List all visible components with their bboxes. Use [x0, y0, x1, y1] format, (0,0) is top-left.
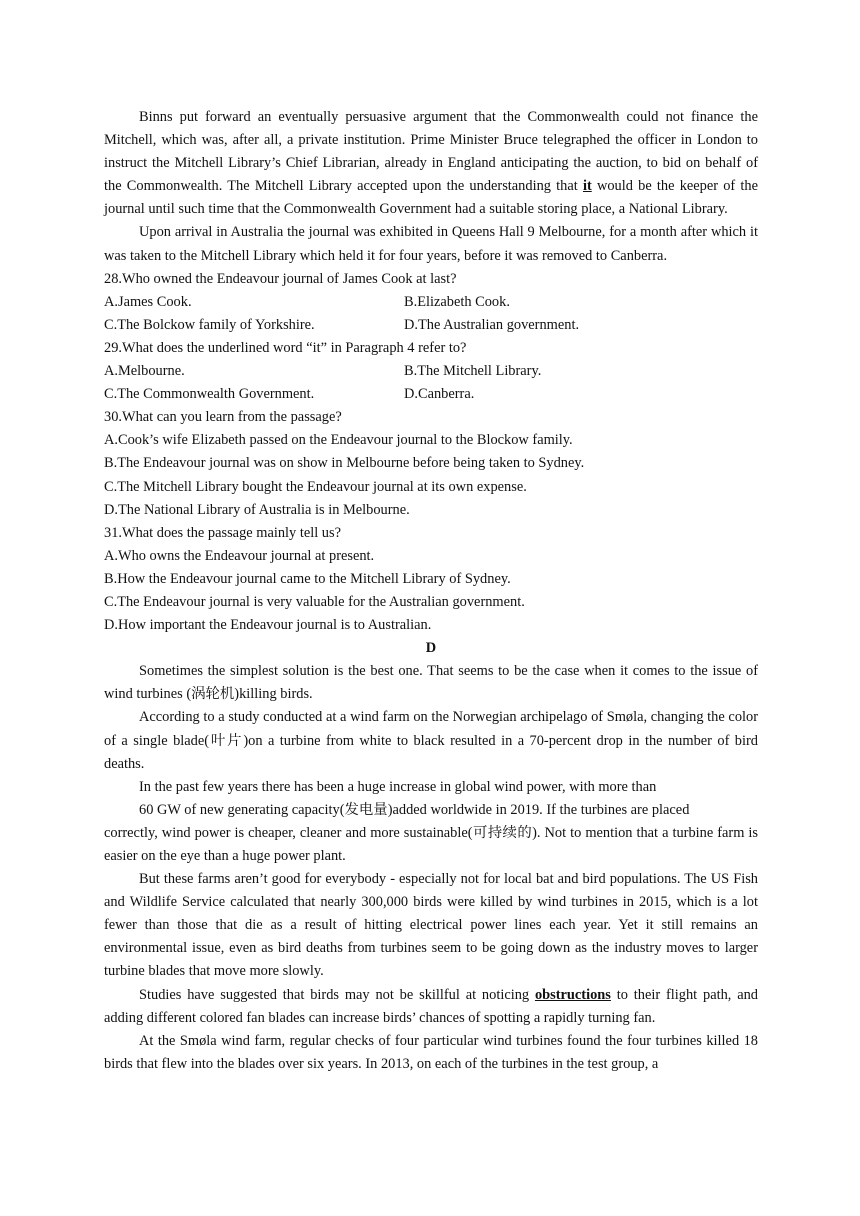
option-c: C.The Commonwealth Government. — [104, 386, 315, 403]
option-d: D.The National Library of Australia is in Melbourne. — [104, 501, 410, 518]
question-stem: 29.What does the underlined word “it” in Paragraph 4 refer to? — [104, 339, 467, 356]
passage-d-paragraph-1: Sometimes the simplest solution is the best one. That seems to be the case when it comes to the issue of wind turbines (涡轮机)killing birds. — [104, 663, 758, 703]
option-c: C.The Mitchell Library bought the Endeavour journal at its own expense. — [104, 478, 527, 495]
option-a: A.Cook’s wife Elizabeth passed on the Endeavour journal to the Blockow family. — [104, 432, 573, 449]
passage-d-paragraph-4: But these farms aren’t good for everybody - especially not for local bat and bird populations. The US Fish and Wildlife Service calculated that nearly 300,000 birds were killed by wind turbines in 2015, which is a lot fewer than those that die as a result of hitting electrical power lines each year. Yet it still remains an environmental issue, even as bird deaths from turbines seem to be going down as the industry moves to larger turbine blades that move more slowly. — [104, 871, 758, 980]
option-a: A.James Cook. — [104, 293, 192, 310]
option-c: C.The Bolckow family of Yorkshire. — [104, 316, 315, 333]
option-d: D.Canberra. — [404, 386, 475, 403]
option-b: B.The Endeavour journal was on show in Melbourne before being taken to Sydney. — [104, 455, 585, 472]
question-31 — [104, 522, 758, 637]
question-stem: 28.Who owned the Endeavour journal of James Cook at last? — [104, 270, 457, 287]
passage-d-paragraph-6: At the Smøla wind farm, regular checks of four particular wind turbines found the four turbines killed 18 birds that flew into the blades over six years. In 2013, on each of the turbines in the test group, a — [104, 1032, 758, 1072]
question-stem: 31.What does the passage mainly tell us? — [104, 524, 341, 541]
option-b: B.Elizabeth Cook. — [404, 293, 510, 310]
passage-c-paragraph-3 — [104, 106, 758, 221]
passage-d-paragraph-2: According to a study conducted at a wind farm on the Norwegian archipelago of Smøla, changing the color of a single blade(叶片)on a turbine from white to black resulted in a 70-percent drop in the number of bird deaths. — [104, 709, 758, 772]
question-30 — [104, 406, 758, 521]
paragraph-text: would be the keeper of the journal until such time that the Commonwealth Government had a suitable storing place, a National Library. — [104, 178, 759, 218]
page-content — [104, 106, 758, 1076]
paragraph-text: to their flight path, and adding different colored fan blades can increase birds’ chances of spotting a rapidly turning fan. — [104, 986, 758, 1026]
question-29 — [104, 337, 758, 406]
paragraph-text: correctly, wind power is cheaper, cleaner and more sustainable(可持续的). Not to mention that a turbine farm is easier on the eye than a huge power plant. — [104, 824, 758, 864]
passage-d-paragraph-5 — [104, 984, 758, 1030]
option-b: B.How the Endeavour journal came to the Mitchell Library of Sydney. — [104, 570, 511, 587]
passage-d-paragraph-3 — [104, 776, 758, 868]
option-a: A.Who owns the Endeavour journal at present. — [104, 547, 375, 564]
paragraph-line: In the past few years there has been a huge increase in global wind power, with more than — [139, 778, 657, 795]
paragraph-line: 60 GW of new generating capacity(发电量)added worldwide in 2019. If the turbines are placed — [139, 801, 690, 818]
passage-c-paragraph-4: Upon arrival in Australia the journal was exhibited in Queens Hall 9 Melbourne, for a month after which it was taken to the Mitchell Library which held it for four years, before it was removed to Canberra. — [104, 224, 758, 264]
section-heading-d: D — [425, 640, 437, 657]
option-a: A.Melbourne. — [104, 363, 185, 380]
option-d: D.The Australian government. — [404, 316, 580, 333]
paragraph-text: Binns put forward an eventually persuasive argument that the Commonwealth could not finance the Mitchell, which was, after all, a private institution. Prime Minister Bruce telegraphed the officer in London to instruct the Mitchell Library’s Chief Librarian, already in England anticipating the auction, to bid on behalf of the Commonwealth. The Mitchell Library accepted upon the understanding that — [104, 109, 758, 195]
question-28 — [104, 268, 758, 337]
option-c: C.The Endeavour journal is very valuable for the Australian government. — [104, 593, 525, 610]
underlined-word-it: it — [582, 178, 592, 195]
paragraph-text: Studies have suggested that birds may not be skillful at noticing — [139, 986, 535, 1003]
underlined-word-obstructions: obstructions — [534, 986, 611, 1003]
question-stem: 30.What can you learn from the passage? — [104, 409, 342, 426]
option-d: D.How important the Endeavour journal is to Australian. — [104, 617, 432, 634]
option-b: B.The Mitchell Library. — [404, 363, 542, 380]
